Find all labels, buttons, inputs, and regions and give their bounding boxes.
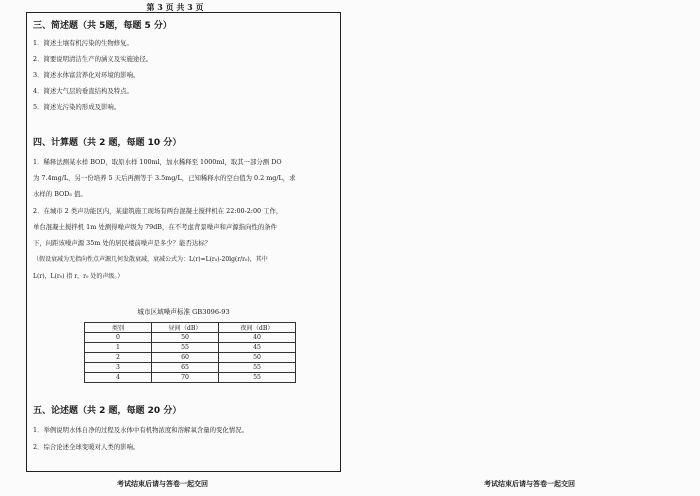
- table-cell: 55: [219, 363, 296, 373]
- table-cell: 1: [85, 343, 152, 353]
- question-4-2-line-3: 下，问距该噪声源 35m 处的居民楼前噪声是多少？能否达标？: [33, 239, 212, 247]
- noise-table-caption: 城市区域噪声标准 GB3096-93: [137, 308, 230, 316]
- table-row: [85, 353, 296, 363]
- table-header-day: 昼间（dB）: [152, 323, 219, 333]
- table-cell: 50: [152, 333, 219, 343]
- table-header-night: 夜间（dB）: [219, 323, 296, 333]
- page-number-header: 第 3 页 共 3 页: [146, 2, 204, 12]
- table-row: [85, 333, 296, 343]
- section-4-title: 四、计算题（共 2 题，每题 10 分）: [33, 138, 182, 148]
- question-4-1-line-2: 为 7.4mg/L，另一份培养 5 天后再测等于 3.5mg/L，已知稀释水的空白值为 0.2 mg/L，求: [33, 174, 296, 182]
- question-4-1-line-1: 1．稀释法测某水样 BOD，取原水样 100ml，加水稀释至 1000ml，取其一部分测 DO: [33, 158, 282, 166]
- table-cell: 45: [219, 343, 296, 353]
- table-cell: 55: [219, 373, 296, 383]
- table-cell: 50: [219, 353, 296, 363]
- section-3-item-2: 2．简要说明清洁生产的涵义及实施途径。: [33, 55, 153, 63]
- section-5-item-2: 2．综合论述全球变暖对人类的影响。: [33, 443, 140, 451]
- question-4-2-line-1: 2．在城市 2 类声功能区内，某建筑施工现场有两台混凝土搅拌机在 22:00-2:00 工作，: [33, 207, 283, 215]
- table-cell: 2: [85, 353, 152, 363]
- table-cell: 55: [152, 343, 219, 353]
- footer-note-left: 考试结束后请与答卷一起交回: [117, 480, 208, 488]
- noise-standard-table: [84, 322, 296, 383]
- section-5-title: 五、论述题（共 2 题，每题 20 分）: [33, 406, 182, 416]
- footer-note-right: 考试结束后请与答卷一起交回: [484, 480, 575, 488]
- question-4-2-note-1: （假设衰减为无指向性点声源几何发散衰减，衰减公式为：L(r)=L(r₀)-20lg(r/r₀)，其中: [33, 256, 268, 263]
- section-3-item-5: 5．简述光污染的形成及影响。: [33, 103, 121, 111]
- table-cell: 3: [85, 363, 152, 373]
- table-row: [85, 373, 296, 383]
- table-header-row: [85, 323, 296, 333]
- table-header-category: 类别: [85, 323, 152, 333]
- section-3-item-1: 1．简述土壤有机污染的生物修复。: [33, 39, 133, 47]
- section-5-item-1: 1．举例说明水体自净的过程及水体中有机物浓度和溶解氧含量的变化情况。: [33, 426, 248, 434]
- exam-page-frame: [26, 12, 341, 472]
- section-3-item-3: 3．简述水体富营养化对环境的影响。: [33, 71, 140, 79]
- section-3-title: 三、简述题（共 5题，每题 5 分）: [33, 21, 172, 31]
- table-cell: 70: [152, 373, 219, 383]
- table-cell: 40: [219, 333, 296, 343]
- table-cell: 0: [85, 333, 152, 343]
- table-cell: 60: [152, 353, 219, 363]
- table-row: [85, 363, 296, 373]
- table-cell: 4: [85, 373, 152, 383]
- table-row: [85, 343, 296, 353]
- question-4-1-line-3: 水样的 BOD₅ 值。: [33, 190, 87, 198]
- question-4-2-note-2: L(r)，L(r₀) 指 r，r₀ 处的声级。）: [33, 273, 124, 280]
- section-3-item-4: 4．简述大气层的垂直结构及特点。: [33, 87, 133, 95]
- question-4-2-line-2: 单台混凝土搅拌机 1m 处测得噪声级为 79dB，在不考虑背景噪声和声源指向性的条件: [33, 223, 278, 231]
- table-cell: 65: [152, 363, 219, 373]
